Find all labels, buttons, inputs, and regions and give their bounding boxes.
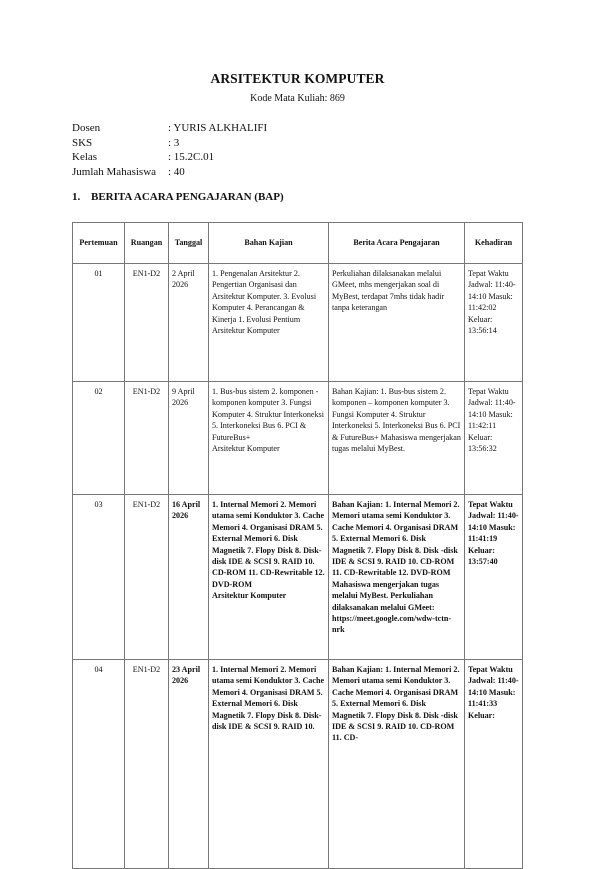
header-bahan-kajian: Bahan Kajian bbox=[209, 223, 329, 264]
info-label: Jumlah Mahasiswa bbox=[72, 165, 157, 178]
header-pertemuan: Pertemuan bbox=[73, 223, 125, 264]
header-kehadiran: Kehadiran bbox=[465, 223, 523, 264]
info-label: SKS bbox=[72, 136, 93, 149]
cell-berita-acara: Bahan Kajian: 1. Internal Memori 2. Memori utama semi Konduktor 3. Cache Memori 4. Organisasi DRAM 5. External Memori 6. Disk Magnetik 7. Flopy Disk 8. Disk -disk IDE & SCSI 9. RAID 10. CD-ROM 11. CD-Rewritable 12. DVD-ROM Mahasiswa mengerjakan tugas melalui MyBest. Perkuliahan dilaksanakan melalui GMeet: https://meet.google.com/wdw-tctn-nrk bbox=[329, 495, 465, 660]
info-row-kelas bbox=[72, 150, 267, 165]
cell-kehadiran: Tepat Waktu Jadwal: 11:40-14:10 Masuk: 11:42:02 Keluar: 13:56:14 bbox=[465, 264, 523, 382]
cell-tanggal: 9 April 2026 bbox=[169, 382, 209, 495]
table-header-row bbox=[73, 223, 523, 264]
header-berita-acara: Berita Acara Pengajaran bbox=[329, 223, 465, 264]
cell-pertemuan: 02 bbox=[73, 382, 125, 495]
cell-tanggal: 2 April 2026 bbox=[169, 264, 209, 382]
info-label: Kelas bbox=[72, 151, 98, 163]
cell-kehadiran: Tepat Waktu Jadwal: 11:40-14:10 Masuk: 11:42:11 Keluar: 13:56:32 bbox=[465, 382, 523, 495]
info-label: Dosen bbox=[72, 122, 101, 134]
cell-berita-acara: Perkuliahan dilaksanakan melalui GMeet, mhs mengerjakan soal di MyBest, terdapat 7mhs tidak hadir tanpa keterangan bbox=[329, 264, 465, 382]
info-row-jumlah bbox=[72, 165, 267, 180]
info-row-dosen bbox=[72, 121, 267, 136]
cell-bahan-kajian bbox=[209, 382, 329, 495]
info-row-sks bbox=[72, 136, 267, 151]
bahan-course: Arsitektur Komputer bbox=[212, 591, 287, 601]
cell-ruangan: EN1-D2 bbox=[125, 264, 169, 382]
course-code: Kode Mata Kuliah: 869 bbox=[250, 93, 345, 104]
course-info bbox=[72, 121, 267, 179]
cell-pertemuan: 04 bbox=[73, 660, 125, 869]
bahan-course: Arsitektur Komputer bbox=[212, 444, 280, 454]
cell-ruangan: EN1-D2 bbox=[125, 660, 169, 869]
cell-tanggal: 23 April 2026 bbox=[169, 660, 209, 869]
info-value: : 15.2C.01 bbox=[168, 151, 215, 163]
header-tanggal: Tanggal bbox=[169, 223, 209, 264]
cell-ruangan: EN1-D2 bbox=[125, 382, 169, 495]
cell-berita-acara: Bahan Kajian: 1. Internal Memori 2. Memori utama semi Konduktor 3. Cache Memori 4. Organisasi DRAM 5. External Memori 6. Disk Magnetik 7. Flopy Disk 8. Disk -disk IDE & SCSI 9. RAID 10. CD-ROM 11. CD- bbox=[329, 660, 465, 869]
table-row bbox=[73, 495, 523, 660]
info-value: : 3 bbox=[168, 136, 180, 149]
bahan-list: 1. Internal Memori 2. Memori utama semi Konduktor 3. Cache Memori 4. Organisasi DRAM 5. External Memori 6. Disk Magnetik 7. Flopy Disk 8. Disk-disk IDE & SCSI 9. RAID 10. CD-ROM 11. CD-Rewritable 12. DVD-ROM bbox=[212, 500, 325, 589]
info-value: : YURIS ALKHALIFI bbox=[168, 122, 268, 134]
cell-bahan-kajian bbox=[209, 495, 329, 660]
table-row bbox=[73, 660, 523, 869]
section-number: 1. bbox=[72, 191, 81, 203]
header-ruangan: Ruangan bbox=[125, 223, 169, 264]
info-value: : 40 bbox=[168, 165, 185, 178]
document-title: ARSITEKTUR KOMPUTER bbox=[210, 71, 385, 86]
bahan-course: Arsitektur Komputer bbox=[212, 326, 280, 336]
section-title: BERITA ACARA PENGAJARAN (BAP) bbox=[91, 191, 284, 203]
cell-pertemuan: 01 bbox=[73, 264, 125, 382]
table-row bbox=[73, 382, 523, 495]
cell-ruangan: EN1-D2 bbox=[125, 495, 169, 660]
cell-kehadiran: Tepat Waktu Jadwal: 11:40-14:10 Masuk: 11:41:19 Keluar: 13:57:40 bbox=[465, 495, 523, 660]
bahan-list: 1. Bus-bus sistem 2. komponen - komponen komputer 3. Fungsi Komputer 4. Struktur Interkoneksi 5. Interkoneksi Bus 6. PCI & FutureBus+ bbox=[212, 387, 324, 442]
cell-kehadiran: Tepat Waktu Jadwal: 11:40-14:10 Masuk: 11:41:33 Keluar: bbox=[465, 660, 523, 869]
cell-berita-acara: Bahan Kajian: 1. Bus-bus sistem 2. komponen – komponen komputer 3. Fungsi Komputer 4. Struktur Interkoneksi 5. Interkoneksi Bus 6. PCI & FutureBus+ Mahasiswa mengerjakan tugas melalui MyBest. bbox=[329, 382, 465, 495]
bap-table bbox=[72, 222, 523, 869]
cell-pertemuan: 03 bbox=[73, 495, 125, 660]
bahan-list: 1. Internal Memori 2. Memori utama semi Konduktor 3. Cache Memori 4. Organisasi DRAM 5. External Memori 6. Disk Magnetik 7. Flopy Disk 8. Disk-disk IDE & SCSI 9. RAID 10. bbox=[212, 665, 325, 732]
bahan-list: 1. Pengenalan Arsitektur 2. Pengertian Organisasi dan Arsitektur Komputer. 3. Evolusi Komputer 4. Perancangan & Kinerja 1. Evolusi Pentium bbox=[212, 269, 317, 324]
cell-bahan-kajian bbox=[209, 660, 329, 869]
cell-tanggal: 16 April 2026 bbox=[169, 495, 209, 660]
cell-bahan-kajian bbox=[209, 264, 329, 382]
table-row bbox=[73, 264, 523, 382]
section-heading bbox=[72, 191, 284, 203]
